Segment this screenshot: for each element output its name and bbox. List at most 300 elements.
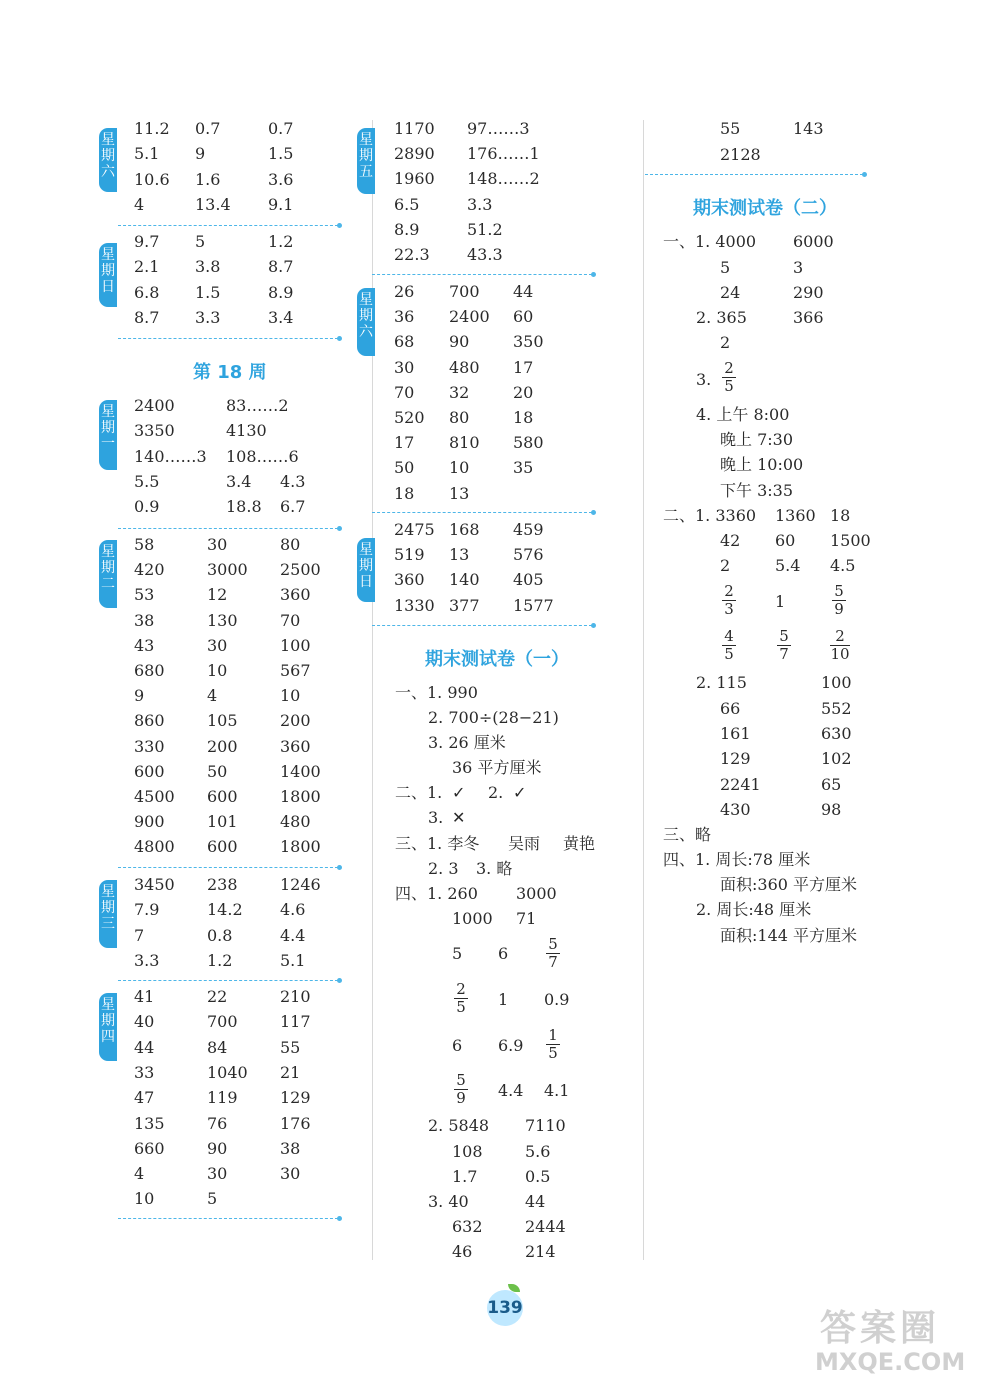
answer-cell: 5: [207, 1189, 218, 1209]
answer-cell: 4.4: [280, 925, 306, 945]
answer-cell: 26: [394, 282, 415, 301]
exam2-e2-2b: 100: [821, 673, 852, 692]
answer-cell: 1400: [280, 761, 321, 781]
exam1-s1-3: 3. 26 厘米: [428, 733, 506, 752]
answer-cell: 55: [280, 1037, 301, 1057]
answer-cell: 13.4: [195, 194, 231, 214]
answer-cell: 4500: [134, 787, 175, 806]
answer-cell: 4.6: [280, 900, 306, 920]
dashed-separator: [118, 980, 338, 981]
answer-cell: 22.3: [394, 245, 430, 264]
answer-cell: 660: [134, 1138, 165, 1158]
answer-cell: 176……1: [467, 144, 540, 164]
denominator: 5: [724, 645, 734, 663]
answer-cell: 1.2: [207, 950, 233, 970]
dashed-separator: [118, 338, 338, 339]
fraction: [722, 628, 736, 663]
answer-cell: 35: [513, 458, 534, 478]
exam2-e3: 三、略: [663, 825, 712, 844]
answer-cell: 1800: [280, 837, 321, 857]
exam1-s3-1: 三、1. 李冬: [395, 834, 480, 853]
denominator: 7: [548, 953, 558, 971]
answer-cell: 5.1: [280, 950, 306, 970]
page-number: 139: [487, 1290, 523, 1326]
numerator: 5: [779, 627, 789, 645]
dashed-separator: [118, 867, 338, 868]
fraction: [777, 628, 791, 663]
exam1-s4-r4c: 0.9: [544, 990, 570, 1009]
answer-cell: 161: [720, 724, 751, 744]
answer-cell: 9.1: [268, 194, 294, 214]
exam2-e2-2: 2. 115: [696, 673, 747, 692]
exam1-s4-2r2a: 108: [452, 1142, 483, 1161]
answer-cell: 210: [280, 987, 311, 1006]
answer-cell: 1577: [513, 595, 554, 615]
exam2-e1-1r2a: 5: [720, 258, 731, 277]
exam1-s1-1: 一、1. 990: [395, 683, 478, 702]
answer-cell: 50: [394, 458, 415, 478]
dashed-separator: [645, 174, 863, 175]
answer-cell: 76: [207, 1113, 228, 1133]
exam1-s4-r5a: 6: [452, 1036, 463, 1055]
day-tab-saturday-2: 星 期 六: [357, 288, 375, 356]
answer-cell: 80: [449, 408, 470, 427]
answer-cell: 13: [449, 545, 470, 565]
answer-cell: 119: [207, 1088, 238, 1108]
exam2-e1-4b: 晚上 7:30: [720, 430, 794, 449]
answer-cell: 377: [449, 595, 480, 615]
exam2-e4-1: 四、1. 周长:78 厘米: [663, 850, 811, 869]
answer-cell: 30: [394, 357, 415, 377]
day-tab-monday: 星 期 一: [99, 400, 117, 470]
fraction: [722, 360, 736, 395]
answer-cell: 1040: [207, 1062, 248, 1082]
exam2-e1-1r3a: 24: [720, 283, 741, 302]
exam2-e1-1b: 6000: [793, 232, 834, 251]
exam2-e2-1r2b: 60: [775, 531, 796, 550]
column-divider-right: [643, 120, 644, 1260]
dashed-separator: [118, 1218, 338, 1219]
answer-cell: 520: [394, 408, 425, 427]
exam1-s4-r4b: 1: [498, 990, 509, 1009]
answer-cell: 44: [134, 1037, 155, 1057]
answer-cell: 53: [134, 585, 155, 605]
answer-cell: 3.3: [195, 307, 221, 327]
exam2-e1-1: 一、1. 4000: [663, 232, 757, 251]
exam1-s3-3: 3. 略: [476, 859, 513, 878]
answer-cell: 3.4: [226, 471, 252, 491]
answer-cell: 14.2: [207, 900, 243, 920]
exam1-s4-3: 3. 40: [428, 1192, 469, 1211]
answer-cell: 105: [207, 711, 238, 731]
exam2-e1-4: 4. 上午 8:00: [696, 405, 790, 424]
answer-cell: 70: [280, 610, 301, 630]
answer-cell: 100: [280, 635, 311, 655]
denominator: 7: [779, 645, 789, 663]
answer-cell: 8.9: [268, 282, 294, 302]
answer-cell: 38: [280, 1138, 301, 1158]
exam2-e1-3: 3.: [696, 370, 712, 389]
exam1-s3-1b: 吴雨: [508, 834, 541, 853]
answer-cell: 2241: [720, 774, 761, 794]
answer-cell: 8.9: [394, 219, 420, 239]
answer-cell: 176: [280, 1113, 311, 1133]
answer-cell: 36: [394, 307, 415, 327]
exam1-s4-2r3a: 1.7: [452, 1167, 478, 1186]
answer-cell: 552: [821, 699, 852, 718]
answer-cell: 360: [280, 585, 311, 605]
answer-cell: 580: [513, 433, 544, 453]
answer-cell: 680: [134, 661, 165, 680]
answer-cell: 0.9: [134, 497, 160, 517]
check-mark-2: ✓: [513, 783, 527, 802]
answer-cell: 129: [720, 749, 751, 769]
numerator: 5: [456, 1071, 466, 1089]
answer-cell: 7.9: [134, 900, 160, 920]
answer-cell: 32: [449, 382, 470, 402]
exam1-s4-3b: 44: [525, 1192, 546, 1211]
answer-cell: 22: [207, 987, 228, 1006]
answer-cell: 10: [280, 686, 301, 706]
exam2-e2-1c: 18: [830, 506, 851, 525]
exam2-e2-1r2a: 42: [720, 531, 741, 550]
answer-cell: 140: [449, 570, 480, 590]
answer-cell: 576: [513, 545, 544, 565]
answer-cell: 43: [134, 635, 155, 655]
answer-cell: 200: [207, 736, 238, 756]
exam2-e1-1r2b: 3: [793, 258, 804, 277]
exam-2-heading: 期末测试卷（二）: [693, 198, 837, 219]
answer-cell: 30: [280, 1164, 301, 1184]
denominator: 5: [548, 1044, 558, 1062]
answer-cell: 11.2: [134, 119, 170, 138]
answer-cell: 8.7: [268, 257, 294, 277]
exam1-s4-2b: 7110: [525, 1116, 566, 1135]
exam1-s4-3r2b: 2444: [525, 1217, 566, 1236]
answer-cell: 7: [134, 925, 145, 945]
answer-cell: 13: [449, 483, 470, 503]
exam1-s4-r6b: 4.4: [498, 1081, 524, 1100]
answer-cell: 97……3: [467, 119, 530, 138]
answer-cell: 2890: [394, 144, 435, 164]
answer-cell: 480: [280, 812, 311, 832]
answer-cell: 405: [513, 570, 544, 590]
exam1-s4-2r2b: 5.6: [525, 1142, 551, 1161]
answer-cell: 3.6: [268, 169, 294, 189]
exam1-s4-r3a: 5: [452, 944, 463, 963]
answer-cell: 430: [720, 799, 751, 819]
answer-cell: 148……2: [467, 169, 540, 189]
day-tab-thursday: 星 期 四: [99, 993, 117, 1061]
numerator: 2: [724, 359, 734, 377]
answer-cell: 700: [449, 282, 480, 301]
answer-cell: 700: [207, 1012, 238, 1032]
answer-cell: 20: [513, 382, 534, 402]
cross-mark: ✕: [452, 808, 466, 827]
answer-cell: 168: [449, 520, 480, 539]
answer-cell: 90: [449, 332, 470, 352]
exam1-s4-r2b: 71: [516, 909, 537, 928]
answer-cell: 420: [134, 560, 165, 580]
denominator: 10: [830, 645, 850, 663]
answer-cell: 4800: [134, 837, 175, 857]
answer-cell: 17: [394, 433, 415, 453]
answer-cell: 4: [207, 686, 218, 706]
answer-cell: 0.8: [207, 925, 233, 945]
answer-cell: 0.7: [195, 119, 221, 138]
answer-cell: 40: [134, 1012, 155, 1032]
exam2-e1-2r2: 2: [720, 333, 731, 352]
denominator: 5: [724, 377, 734, 395]
answer-cell: 2400: [449, 307, 490, 327]
answer-cell: 18.8: [226, 497, 262, 517]
answer-cell: 90: [207, 1138, 228, 1158]
fraction: [546, 936, 560, 971]
answer-cell: 3000: [207, 560, 248, 580]
answer-cell: 3.3: [467, 194, 493, 214]
answer-cell: 51.2: [467, 219, 503, 239]
numerator: 2: [456, 980, 466, 998]
answer-cell: 10.6: [134, 169, 170, 189]
answer-cell: 129: [280, 1088, 311, 1108]
fraction: [832, 583, 846, 618]
day-tab-friday: 星 期 五: [357, 128, 375, 194]
answer-cell: 30: [207, 635, 228, 655]
exam1-s4-3r2a: 632: [452, 1217, 483, 1236]
answer-cell: 102: [821, 749, 852, 769]
numerator: 2: [724, 582, 734, 600]
answer-cell: 330: [134, 736, 165, 756]
numerator: 5: [834, 582, 844, 600]
numerator: 4: [724, 627, 734, 645]
exam1-s4-r6c: 4.1: [544, 1081, 570, 1100]
answer-cell: 70: [394, 382, 415, 402]
answer-cell: 810: [449, 433, 480, 453]
answer-cell: 108……6: [226, 446, 299, 466]
answer-cell: 80: [280, 535, 301, 554]
answer-cell: 1170: [394, 119, 435, 138]
answer-cell: 5.5: [134, 471, 160, 491]
answer-cell: 2400: [134, 396, 175, 415]
dashed-separator: [372, 512, 592, 513]
watermark-logo: 答案圈: [820, 1308, 941, 1349]
exam1-s4-2: 2. 5848: [428, 1116, 490, 1135]
answer-cell: 1960: [394, 169, 435, 189]
exam2-e2-1r3c: 4.5: [830, 556, 856, 575]
answer-cell: 84: [207, 1037, 228, 1057]
answer-cell: 1.6: [195, 169, 221, 189]
answer-cell: 9: [134, 686, 145, 706]
numerator: 5: [548, 935, 558, 953]
answer-cell: 9: [195, 144, 206, 164]
answer-cell: 8.7: [134, 307, 160, 327]
answer-cell: 3.3: [134, 950, 160, 970]
dashed-separator: [118, 225, 338, 226]
answer-cell: 2500: [280, 560, 321, 580]
exam1-s3-1c: 黄艳: [563, 834, 596, 853]
answer-cell: 41: [134, 987, 155, 1006]
fraction: [830, 628, 850, 663]
answer-cell: 1246: [280, 875, 321, 894]
answer-cell: 38: [134, 610, 155, 630]
day-tab-sunday: 星 期 日: [99, 243, 117, 307]
exam1-s4-3r3a: 46: [452, 1242, 473, 1261]
denominator: 9: [456, 1089, 466, 1107]
dashed-separator: [372, 274, 592, 275]
exam2-e2-1r2c: 1500: [830, 531, 871, 550]
answer-cell: 66: [720, 699, 741, 718]
numerator: 2: [835, 627, 845, 645]
day-tab-sunday-2: 星 期 日: [357, 538, 375, 602]
exam2-e2-1r3a: 2: [720, 556, 731, 575]
exam2-e4-2: 2. 周长:48 厘米: [696, 900, 812, 919]
exam2-e4-2b: 面积:144 平方厘米: [720, 926, 858, 945]
col3-top-b: 143: [793, 119, 824, 138]
answer-cell: 50: [207, 761, 228, 781]
answer-cell: 200: [280, 711, 311, 731]
denominator: 9: [834, 600, 844, 618]
answer-cell: 238: [207, 875, 238, 894]
check-mark-1: ✓: [452, 783, 466, 802]
exam2-e4-1b: 面积:360 平方厘米: [720, 875, 858, 894]
answer-cell: 1330: [394, 595, 435, 615]
answer-cell: 98: [821, 799, 842, 819]
answer-cell: 12: [207, 585, 228, 605]
answer-cell: 3450: [134, 875, 175, 894]
fraction: [454, 1072, 468, 1107]
exam1-s4-r2a: 1000: [452, 909, 493, 928]
col3-top-a: 55: [720, 119, 741, 138]
dashed-separator: [372, 625, 592, 626]
answer-cell: 21: [280, 1062, 301, 1082]
exam2-e1-4d: 下午 3:35: [720, 481, 794, 500]
dashed-separator: [118, 528, 338, 529]
answer-cell: 43.3: [467, 245, 503, 264]
exam1-s4-2r3b: 0.5: [525, 1167, 551, 1186]
answer-cell: 6.8: [134, 282, 160, 302]
exam2-e2-1r3b: 5.4: [775, 556, 801, 575]
answer-cell: 0.7: [268, 119, 294, 138]
answer-cell: 18: [513, 408, 534, 427]
exam1-s1-2: 2. 700÷(28−21): [428, 708, 559, 727]
exam2-e1-1r3b: 290: [793, 283, 824, 302]
answer-cell: 130: [207, 610, 238, 630]
answer-cell: 600: [207, 787, 238, 806]
answer-cell: 33: [134, 1062, 155, 1082]
answer-cell: 2.1: [134, 257, 160, 277]
answer-cell: 1800: [280, 787, 321, 806]
day-tab-saturday: 星 期 六: [99, 128, 117, 192]
answer-cell: 900: [134, 812, 165, 832]
exam1-s4-r5b: 6.9: [498, 1036, 524, 1055]
answer-cell: 600: [207, 837, 238, 857]
answer-cell: 6.7: [280, 497, 306, 517]
answer-cell: 3.4: [268, 307, 294, 327]
answer-cell: 1.5: [268, 144, 294, 164]
exam1-s4-r3b: 6: [498, 944, 509, 963]
answer-cell: 10: [449, 458, 470, 478]
answer-cell: 1.5: [195, 282, 221, 302]
denominator: 3: [724, 600, 734, 618]
col3-top-c: 2128: [720, 145, 761, 164]
answer-cell: 60: [513, 307, 534, 327]
answer-cell: 630: [821, 724, 852, 744]
exam1-s2-3: 3.: [428, 808, 444, 827]
answer-cell: 10: [207, 661, 228, 680]
answer-cell: 3350: [134, 421, 175, 441]
exam1-s4-3r3b: 214: [525, 1242, 556, 1261]
exam2-e1-4c: 晚上 10:00: [720, 455, 804, 474]
answer-cell: 83……2: [226, 396, 289, 415]
answer-cell: 5.1: [134, 144, 160, 164]
answer-cell: 2475: [394, 520, 435, 539]
answer-cell: 6.5: [394, 194, 420, 214]
denominator: 5: [456, 998, 466, 1016]
answer-cell: 360: [394, 570, 425, 590]
exam2-e1-2b: 366: [793, 308, 824, 327]
answer-cell: 30: [207, 1164, 228, 1184]
answer-cell: 5: [195, 232, 206, 251]
exam1-s4-1b: 3000: [516, 884, 557, 903]
answer-cell: 44: [513, 282, 534, 301]
answer-cell: 459: [513, 520, 544, 539]
answer-cell: 117: [280, 1012, 311, 1032]
exam1-s2-1: 二、1.: [395, 783, 443, 802]
answer-cell: 17: [513, 357, 534, 377]
answer-cell: 350: [513, 332, 544, 352]
answer-cell: 4: [134, 1164, 145, 1184]
answer-cell: 9.7: [134, 232, 160, 251]
answer-cell: 10: [134, 1189, 155, 1209]
exam2-e2-1b: 1360: [775, 506, 816, 525]
answer-cell: 68: [394, 332, 415, 352]
exam2-e1-2: 2. 365: [696, 308, 747, 327]
answer-cell: 480: [449, 357, 480, 377]
exam1-s4-1: 四、1. 260: [395, 884, 478, 903]
fraction: [722, 583, 736, 618]
answer-cell: 4130: [226, 421, 267, 441]
answer-cell: 860: [134, 711, 165, 731]
answer-cell: 140……3: [134, 446, 207, 466]
watermark-url: MXQE.COM: [815, 1348, 966, 1376]
week-heading: 第 18 周: [193, 362, 267, 383]
answer-cell: 65: [821, 774, 842, 794]
exam2-e2-1r4b: 1: [775, 592, 786, 611]
answer-cell: 600: [134, 761, 165, 781]
answer-cell: 4: [134, 194, 145, 214]
answer-cell: 18: [394, 483, 415, 503]
exam1-s1-3b: 36 平方厘米: [452, 758, 542, 777]
exam-1-heading: 期末测试卷（一）: [425, 649, 569, 670]
exam2-e2-1: 二、1. 3360: [663, 506, 757, 525]
answer-cell: 101: [207, 812, 238, 832]
answer-cell: 3.8: [195, 257, 221, 277]
answer-cell: 360: [280, 736, 311, 756]
exam1-s2-2: 2.: [488, 783, 504, 802]
fraction: [546, 1027, 560, 1062]
day-tab-tuesday: 星 期 二: [99, 540, 117, 608]
answer-cell: 4.3: [280, 471, 306, 491]
answer-cell: 519: [394, 545, 425, 565]
day-tab-wednesday: 星 期 三: [99, 880, 117, 948]
numerator: 1: [548, 1026, 558, 1044]
exam1-s3-2: 2. 3: [428, 859, 459, 878]
answer-cell: 58: [134, 535, 155, 554]
answer-cell: 47: [134, 1088, 155, 1108]
fraction: [454, 981, 468, 1016]
answer-cell: 567: [280, 661, 311, 680]
answer-cell: 30: [207, 535, 228, 554]
